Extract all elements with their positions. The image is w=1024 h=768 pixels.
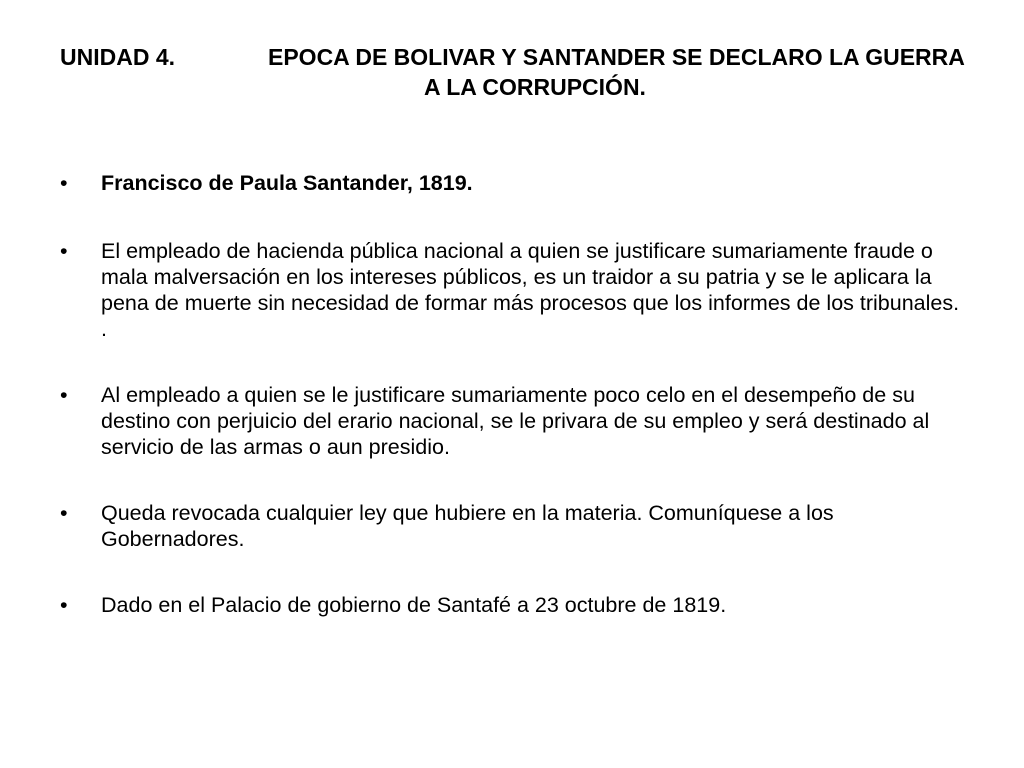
title-line-2: A LA CORRUPCIÓN.	[424, 74, 646, 100]
title-main-text: EPOCA DE BOLIVAR Y SANTANDER SE DECLARO LA GUERRA	[268, 44, 965, 70]
bullet-icon: •	[60, 383, 68, 407]
title-line-1	[60, 42, 970, 72]
bullet-icon: •	[60, 171, 68, 195]
bullet-icon: •	[60, 593, 68, 617]
bullet-item-decree-3	[60, 500, 970, 552]
bullet-icon: •	[60, 501, 68, 525]
bullet-item-decree-2	[60, 382, 970, 460]
bullet-text: El empleado de hacienda pública nacional a quien se justificare sumariamente fraude o mala malversación en los intereses públicos, es un traidor a su patria y se le aplicara la pena de muerte sin necesidad de formar más procesos que los informes de los tribunales. .	[101, 239, 960, 341]
bullet-list	[60, 170, 970, 658]
bullet-item-date	[60, 592, 970, 618]
bullet-text: Al empleado a quien se le justificare sumariamente poco celo en el desempeño de su destino con perjuicio del erario nacional, se le privara de su empleo y será destinado al servicio de las armas o aun presidio.	[101, 383, 930, 459]
bullet-text: Dado en el Palacio de gobierno de Santafé a 23 octubre de 1819.	[101, 593, 727, 617]
bullet-text: Queda revocada cualquier ley que hubiere en la materia. Comuníquese a los Gobernadores.	[101, 501, 834, 551]
slide-title	[60, 42, 970, 102]
bullet-item-decree-1	[60, 238, 970, 342]
title-unit-label: UNIDAD 4.	[60, 44, 176, 70]
bullet-icon: •	[60, 239, 68, 263]
bullet-item-author	[60, 170, 970, 196]
bullet-text: Francisco de Paula Santander, 1819.	[101, 171, 473, 195]
